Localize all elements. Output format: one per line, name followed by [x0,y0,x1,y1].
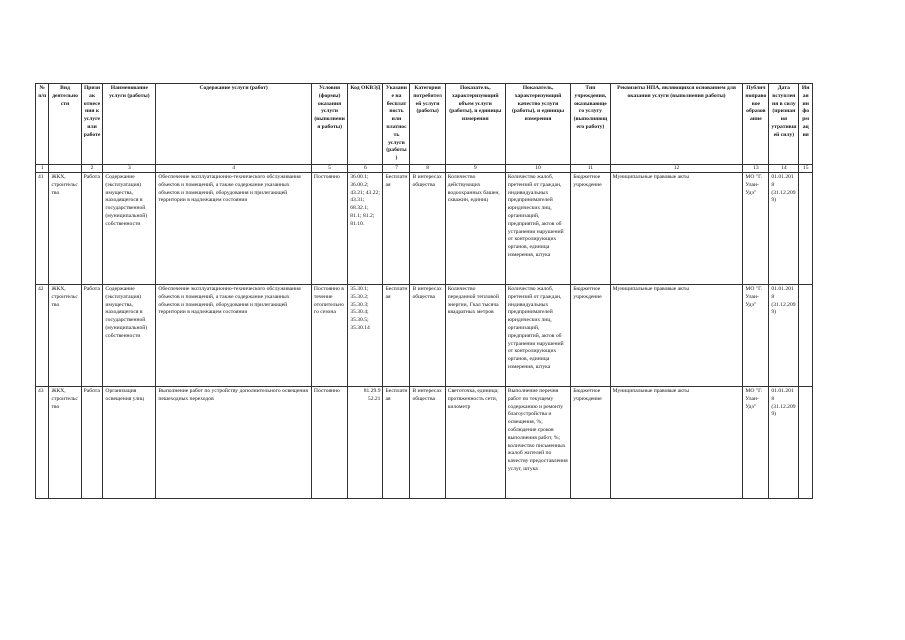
cell-activity: ЖКХ, строительство [49,386,81,498]
cell-payment: Бесплатная [383,386,410,498]
header-num: № п/п [36,84,49,165]
cell-payment: Бесплатная [383,172,410,284]
cell-other-info [799,284,813,386]
cell-activity: ЖКХ, строительство [49,284,81,386]
header-npa: Реквизиты НПА, являющихся основанием для оказания услуги (выполнения работы) [610,84,743,165]
cell-quality-indicator: Количество жалоб, претензий от граждан, индивидуальных предпринимателей юридических лиц, организаций, предприятий, актов об устранении нарушений от контролирующих органов, единица измерения, штука [505,284,570,386]
cell-num: 41 [36,172,49,284]
cell-activity: ЖКХ, строительство [49,172,81,284]
cell-npa: Муниципальные правовые акты [610,386,743,498]
column-number: 6 [348,164,383,172]
cell-public-entity: МО "Г. Улан-Удэ" [743,172,769,284]
cell-service-name: Содержание (эксплуатация) имущества, находящегося в государственной (муниципальной) собственности [103,284,156,386]
column-number [49,164,81,172]
cell-okved: 36.00.1; 36.00.2; 43.21; 43.22; 43.31; 68.32.1; 81.1; 81.2; 81.10. [348,172,383,284]
cell-payment: Бесплатная [383,284,410,386]
header-payment: Указание на бесплатность или платность услуги (работы) [383,84,410,165]
cell-volume-indicator: Количество переданной тепловой энергии, Гкал тысяча квадратных метров [445,284,505,386]
registry-table-sheet [35,83,813,499]
cell-conditions: Постоянно [311,386,347,498]
cell-institution-type: Бюджетное учреждение [571,284,610,386]
header-other-info: Иная информация [799,84,813,165]
cell-consumers: В интересах общества [410,172,445,284]
header-content: Содержание услуги (работ) [156,84,312,165]
column-number: 7 [383,164,410,172]
cell-content: Обеспечение эксплуатационно-технического обслуживания объектов и помещений, а также содержание указанных объектов и помещений, оборудования и прилегающей территории в надлежащем состоянии [156,172,312,284]
cell-institution-type: Бюджетное учреждение [571,172,610,284]
cell-conditions: Постоянно в течение отопительного сезона [311,284,347,386]
cell-okved: 35.30.1; 35.30.2; 35.30.3; 35.30.4; 35.30.5; 35.30.14 [348,284,383,386]
cell-effective-date: 01.01.2018 (31.12.2099) [769,386,799,498]
column-numbers-row [36,164,813,172]
header-row [36,84,813,165]
cell-other-info [799,386,813,498]
table-row [36,284,813,386]
cell-consumers: В интересах общества [410,386,445,498]
header-public-entity: Публичноправовое образование [743,84,769,165]
cell-sign: Работа [81,284,103,386]
header-okved: Код ОКВЭД [348,84,383,165]
cell-sign: Работа [81,386,103,498]
cell-institution-type: Бюджетное учреждение [571,386,610,498]
column-number: 3 [103,164,156,172]
cell-quality-indicator: Выполнение перечня работ по текущему содержанию и ремонту благоустройства и освещения, %; соблюдение сроков выполнения работ, %; количество письменных жалоб жителей по качеству предоставления услуг, штука [505,386,570,498]
cell-volume-indicator: Светоточка, единица; протяженность сети, километр [445,386,505,498]
column-number: 10 [505,164,570,172]
table-row [36,172,813,284]
cell-service-name: Содержание (эксплуатация) имущества, находящегося в государственной (муниципальной) собственности [103,172,156,284]
cell-okved: 81.29.9 52.21 [348,386,383,498]
column-number: 8 [410,164,445,172]
column-number: 5 [311,164,347,172]
header-quality-indicator: Показатель, характеризующий качество услуги (работы), и единицы измерения [505,84,570,165]
column-number: 2 [81,164,103,172]
header-conditions: Условия (формы) оказания услуги (выполнения работы) [311,84,347,165]
cell-npa: Муниципальные правовые акты [610,172,743,284]
cell-num: 42 [36,284,49,386]
header-sign: Признак отнесения к услуге или работе [81,84,103,165]
column-number: 13 [743,164,769,172]
column-number: 12 [610,164,743,172]
cell-public-entity: МО "Г. Улан-Удэ" [743,284,769,386]
column-number: 9 [445,164,505,172]
header-institution-type: Тип учреждения, оказывающего услугу (выполняющего работу) [571,84,610,165]
table-row [36,386,813,498]
column-number: 11 [571,164,610,172]
column-number: 15 [799,164,813,172]
cell-other-info [799,172,813,284]
cell-consumers: В интересах общества [410,284,445,386]
services-registry-table [35,83,813,499]
cell-volume-indicator: Количество действующих водоохранных башен, скважин, единиц [445,172,505,284]
cell-content: Выполнение работ по устройству дополнительного освещения пешеходных переходов [156,386,312,498]
cell-service-name: Организация освещения улиц [103,386,156,498]
cell-npa: Муниципальные правовые акты [610,284,743,386]
cell-quality-indicator: Количество жалоб, претензий от граждан, индивидуальных предпринимателей юридических лиц, организаций, предприятий, актов об устранении нарушений от контролирующих органов, единица измерения, штука [505,172,570,284]
column-number: 4 [156,164,312,172]
cell-public-entity: МО "Г. Улан-Удэ" [743,386,769,498]
header-activity: Вид деятельности [49,84,81,165]
cell-effective-date: 01.01.2018 (31.12.2099) [769,172,799,284]
header-volume-indicator: Показатель, характеризующий объем услуги (работы), и единицы измерения [445,84,505,165]
column-number: 14 [769,164,799,172]
cell-content: Обеспечение эксплуатационно-технического обслуживания объектов и помещений, а также содержание указанных объектов и помещений, оборудования и прилегающей территории в надлежащем состоянии [156,284,312,386]
cell-conditions: Постоянно [311,172,347,284]
header-service-name: Наименование услуги (работы) [103,84,156,165]
cell-effective-date: 01.01.2018 (31.12.2099) [769,284,799,386]
header-consumers: Категория потребителей услуги (работы) [410,84,445,165]
column-number: 1 [36,164,49,172]
cell-sign: Работа [81,172,103,284]
header-effective-date: Дата вступления в силу (признания утратившей силу) [769,84,799,165]
cell-num: 43 [36,386,49,498]
